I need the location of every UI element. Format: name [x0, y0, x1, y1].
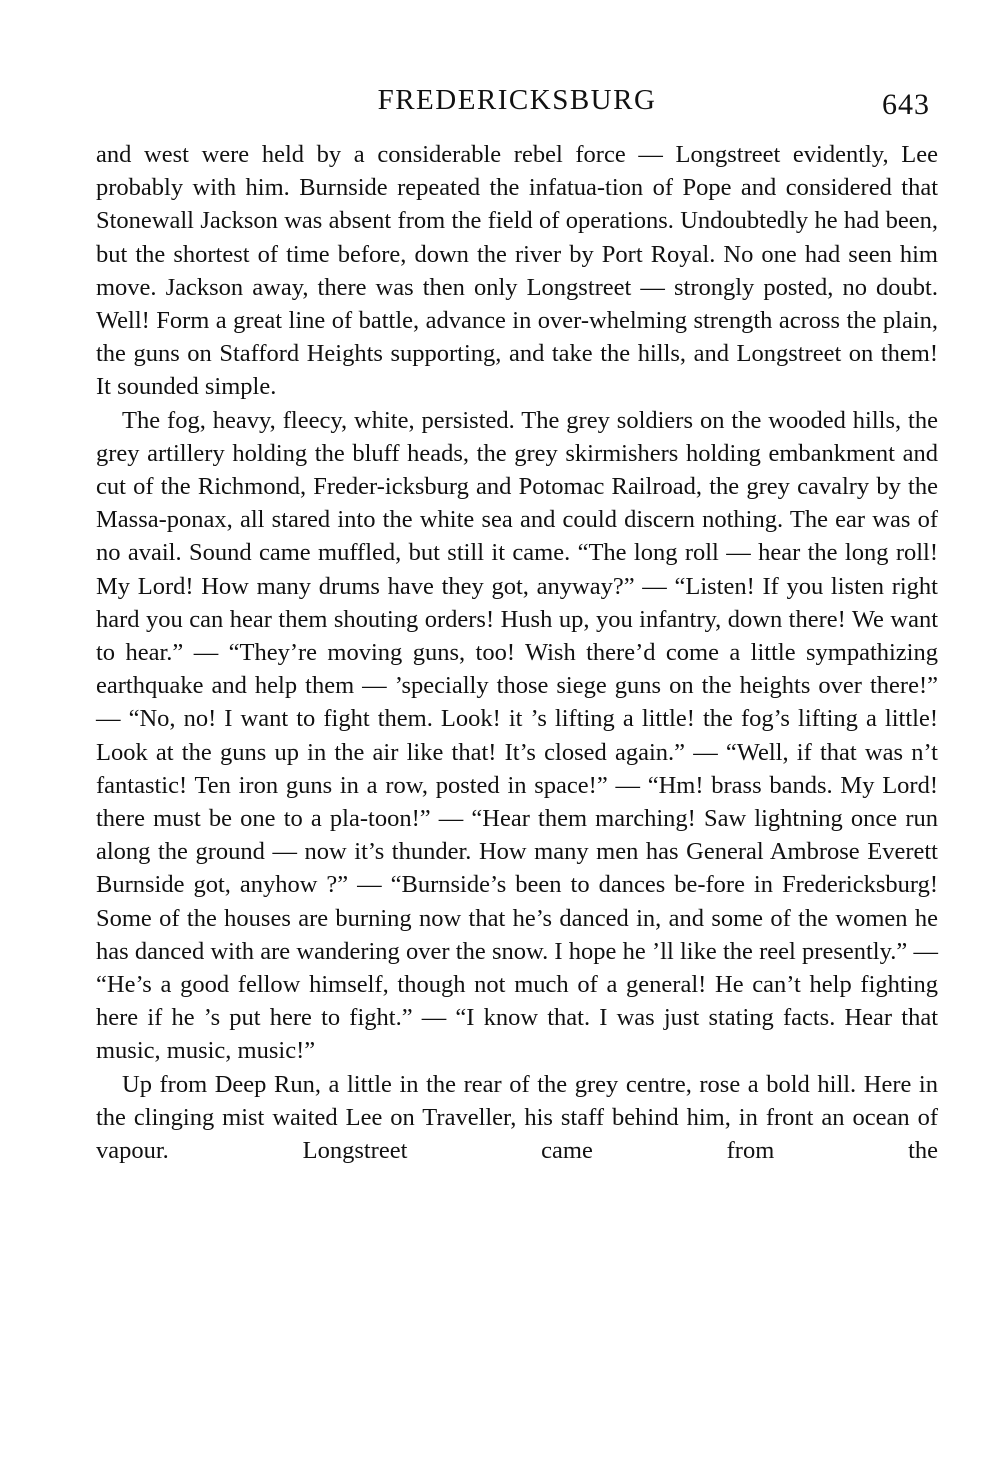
page-header [96, 80, 938, 138]
paragraph-deep-run: Up from Deep Run, a little in the rear of the grey centre, rose a bold hill. Here in the clinging mist waited Lee on Traveller, his staff behind him, in front an ocean of vapour. Longstreet came from the [96, 1070, 938, 1165]
paragraph-continued: and west were held by a considerable rebel force — Longstreet evidently, Lee probably with him. Burnside repeated the infatua-tion of Pope and considered that Stonewall Jackson was absent from the field of operations. Undoubtedly he had been, but the shortest of time before, down the river by Port Royal. No one had seen him move. Jackson away, there was then only Longstreet — strongly posted, no doubt. Well! Form a great line of battle, advance in over-whelming strength across the plain, the guns on Stafford Heights supporting, and take the hills, and Longstreet on them! It sounded simple. [96, 141, 938, 401]
paragraph-fog: The fog, heavy, fleecy, white, persisted. The grey soldiers on the wooded hills, the grey artillery holding the bluff heads, the grey skirmishers holding embankment and cut of the Richmond, Freder-icksburg and Potomac Railroad, the grey cavalry by the Massa-ponax, all stared into the white sea and could discern nothing. The ear was of no avail. Sound came muffled, but still it came. “The long roll — hear the long roll! My Lord! How many drums have they got, anyway?” — “Listen! If you listen right hard you can hear them shouting orders! Hush up, you infantry, down there! We want to hear.” — “They’re moving guns, too! Wish there’d come a little sympathizing earthquake and help them — ’specially those siege guns on the heights over there!” — “No, no! I want to fight them. Look! it ’s lifting a little! the fog’s lifting a little! Look at the guns up in the air like that! It’s closed again.” — “Well, if that was n’t fantastic! Ten iron guns in a row, posted in space!” — “Hm! brass bands. My Lord! there must be one to a pla-toon!” — “Hear them marching! Saw lightning once run along the ground — now it’s thunder. How many men has General Ambrose Everett Burnside got, anyhow ?” — “Burnside’s been to dances be-fore in Fredericksburg! Some of the houses are burning now that he’s danced in, and some of the women he has danced with are wandering over the snow. I hope he ’ll like the reel presently.” — “He’s a good fellow himself, though not much of a general! He can’t help fighting here if he ’s put here to fight.” — “I know that. I was just stating facts. Hear that music, music, music!” [96, 406, 938, 1065]
book-page [96, 80, 938, 1167]
page-number: 643 [882, 88, 930, 121]
running-title: FREDERICKSBURG [377, 84, 657, 116]
body-text [96, 138, 938, 1167]
